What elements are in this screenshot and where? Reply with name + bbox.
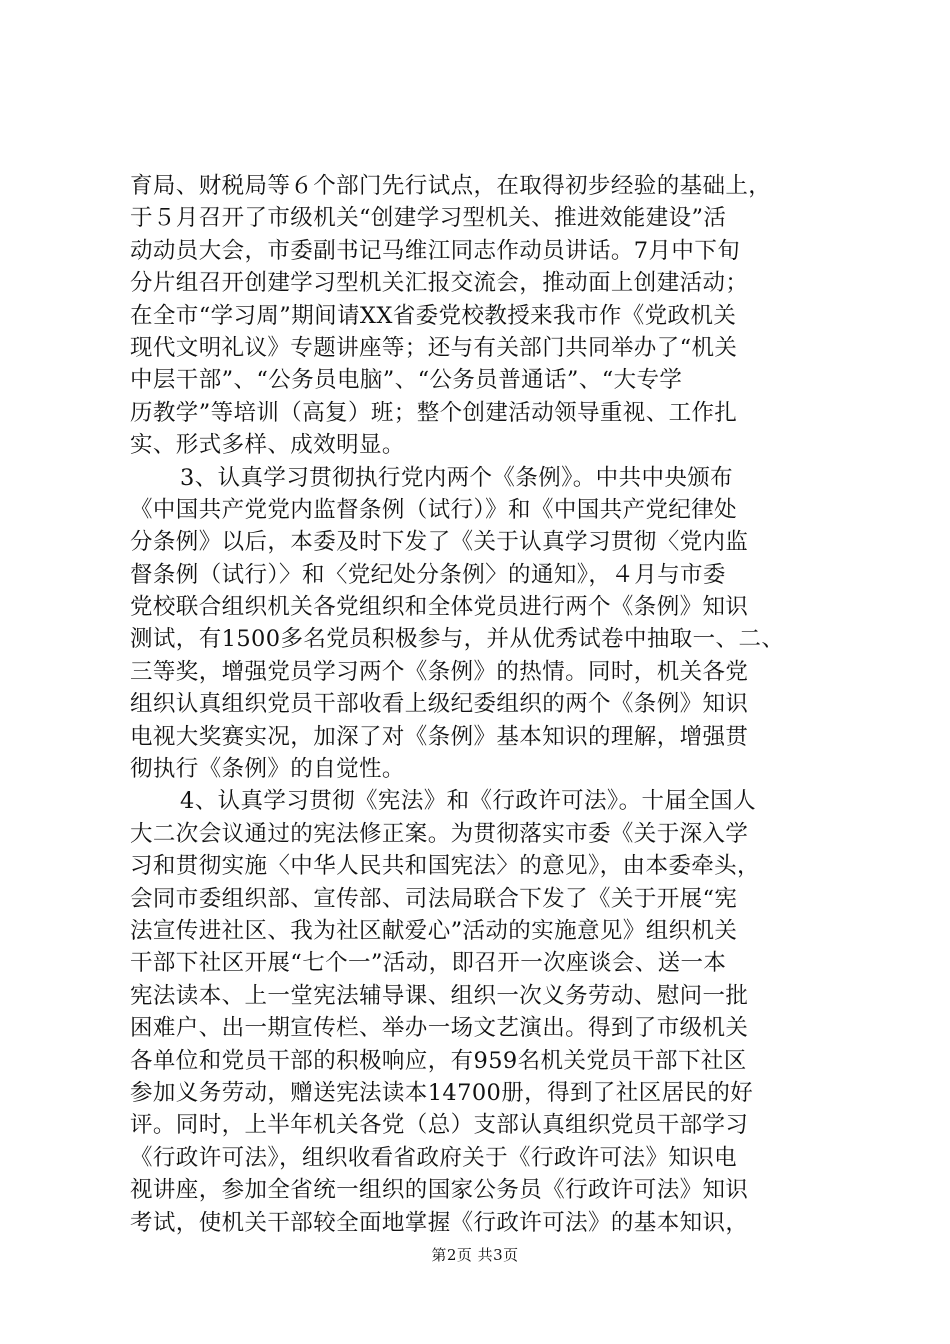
text-line: 大二次会议通过的宪法修正案。为贯彻落实市委《关于深入学 (130, 820, 749, 847)
text-line: 三等奖，增强党员学习两个《条例》的热情。同时，机关各党 (130, 658, 749, 685)
text-line: 动动员大会，市委副书记马维江同志作动员讲话。7月中下旬 (130, 237, 741, 264)
text-line: 在全市“学习周”期间请XX省委党校教授来我市作《党政机关 (130, 302, 737, 329)
text-line: 干部下社区开展“七个一”活动，即召开一次座谈会、送一本 (130, 950, 727, 977)
text-line: 电视大奖赛实况，加深了对《条例》基本知识的理解，增强贯 (130, 723, 749, 750)
text-line: 督条例（试行）〉和〈党纪处分条例〉的通知》，４月与市委 (130, 561, 726, 588)
page-number-footer: 第2页 共3页 (431, 1246, 519, 1264)
text-line: 法宣传进社区、我为社区献爱心”活动的实施意见》组织机关 (130, 917, 738, 944)
text-line: 各单位和党员干部的积极响应，有959名机关党员干部下社区 (130, 1047, 747, 1074)
text-line: 彻执行《条例》的自觉性。 (130, 756, 405, 783)
text-line: 参加义务劳动，赠送宪法读本14700册，得到了社区居民的好 (130, 1079, 754, 1106)
paragraph-para-continuation (130, 170, 830, 462)
text-line: 党校联合组织机关各党组织和全体党员进行两个《条例》知识 (130, 594, 749, 621)
paragraph-para-3 (130, 462, 830, 786)
text-line: 组织认真组织党员干部收看上级纪委组织的两个《条例》知识 (130, 691, 749, 718)
text-line: 历教学”等培训（高复）班；整个创建活动领导重视、工作扎 (130, 399, 738, 426)
text-line: 实、形式多样、成效明显。 (130, 432, 405, 459)
paragraph-para-4 (130, 785, 830, 1238)
text-line: 宪法读本、上一堂宪法辅导课、组织一次义务劳动、慰问一批 (130, 982, 749, 1009)
text-line: 《中国共产党党内监督条例（试行）》和《中国共产党纪律处 (130, 496, 738, 523)
text-line: 习和贯彻实施〈中华人民共和国宪法〉的意见》，由本委牵头， (130, 853, 760, 880)
text-line: 现代文明礼议》专题讲座等；还与有关部门共同举办了“机关 (130, 334, 738, 361)
text-line: 视讲座，参加全省统一组织的国家公务员《行政许可法》知识 (130, 1177, 749, 1204)
text-line: 于５月召开了市级机关“创建学习型机关、推进效能建设”活 (130, 205, 727, 232)
text-line: 测试，有1500多名党员积极参与，并从优秀试卷中抽取一、二、 (130, 626, 785, 653)
text-line: 会同市委组织部、宣传部、司法局联合下发了《关于开展“宪 (130, 885, 738, 912)
text-line: 分片组召开创建学习型机关汇报交流会，推动面上创建活动； (130, 270, 749, 297)
text-line: 考试，使机关干部较全面地掌握《行政许可法》的基本知识， (130, 1209, 749, 1236)
text-line: 《行政许可法》，组织收看省政府关于《行政许可法》知识电 (130, 1144, 738, 1171)
text-line: 中层干部”、“公务员电脑”、“公务员普通话”、“大专学 (130, 367, 683, 394)
text-line: 3、认真学习贯彻执行党内两个《条例》。中共中央颁布 (180, 464, 734, 491)
document-body (130, 170, 830, 1239)
text-line: 4、认真学习贯彻《宪法》和《行政许可法》。十届全国人 (180, 788, 756, 815)
text-line: 育局、财税局等６个部门先行试点，在取得初步经验的基础上， (130, 173, 772, 199)
text-line: 评。同时，上半年机关各党（总）支部认真组织党员干部学习 (130, 1112, 749, 1139)
text-line: 困难户、出一期宣传栏、举办一场文艺演出。得到了市级机关 (130, 1015, 749, 1042)
text-line: 分条例》以后，本委及时下发了《关于认真学习贯彻〈党内监 (130, 529, 749, 556)
